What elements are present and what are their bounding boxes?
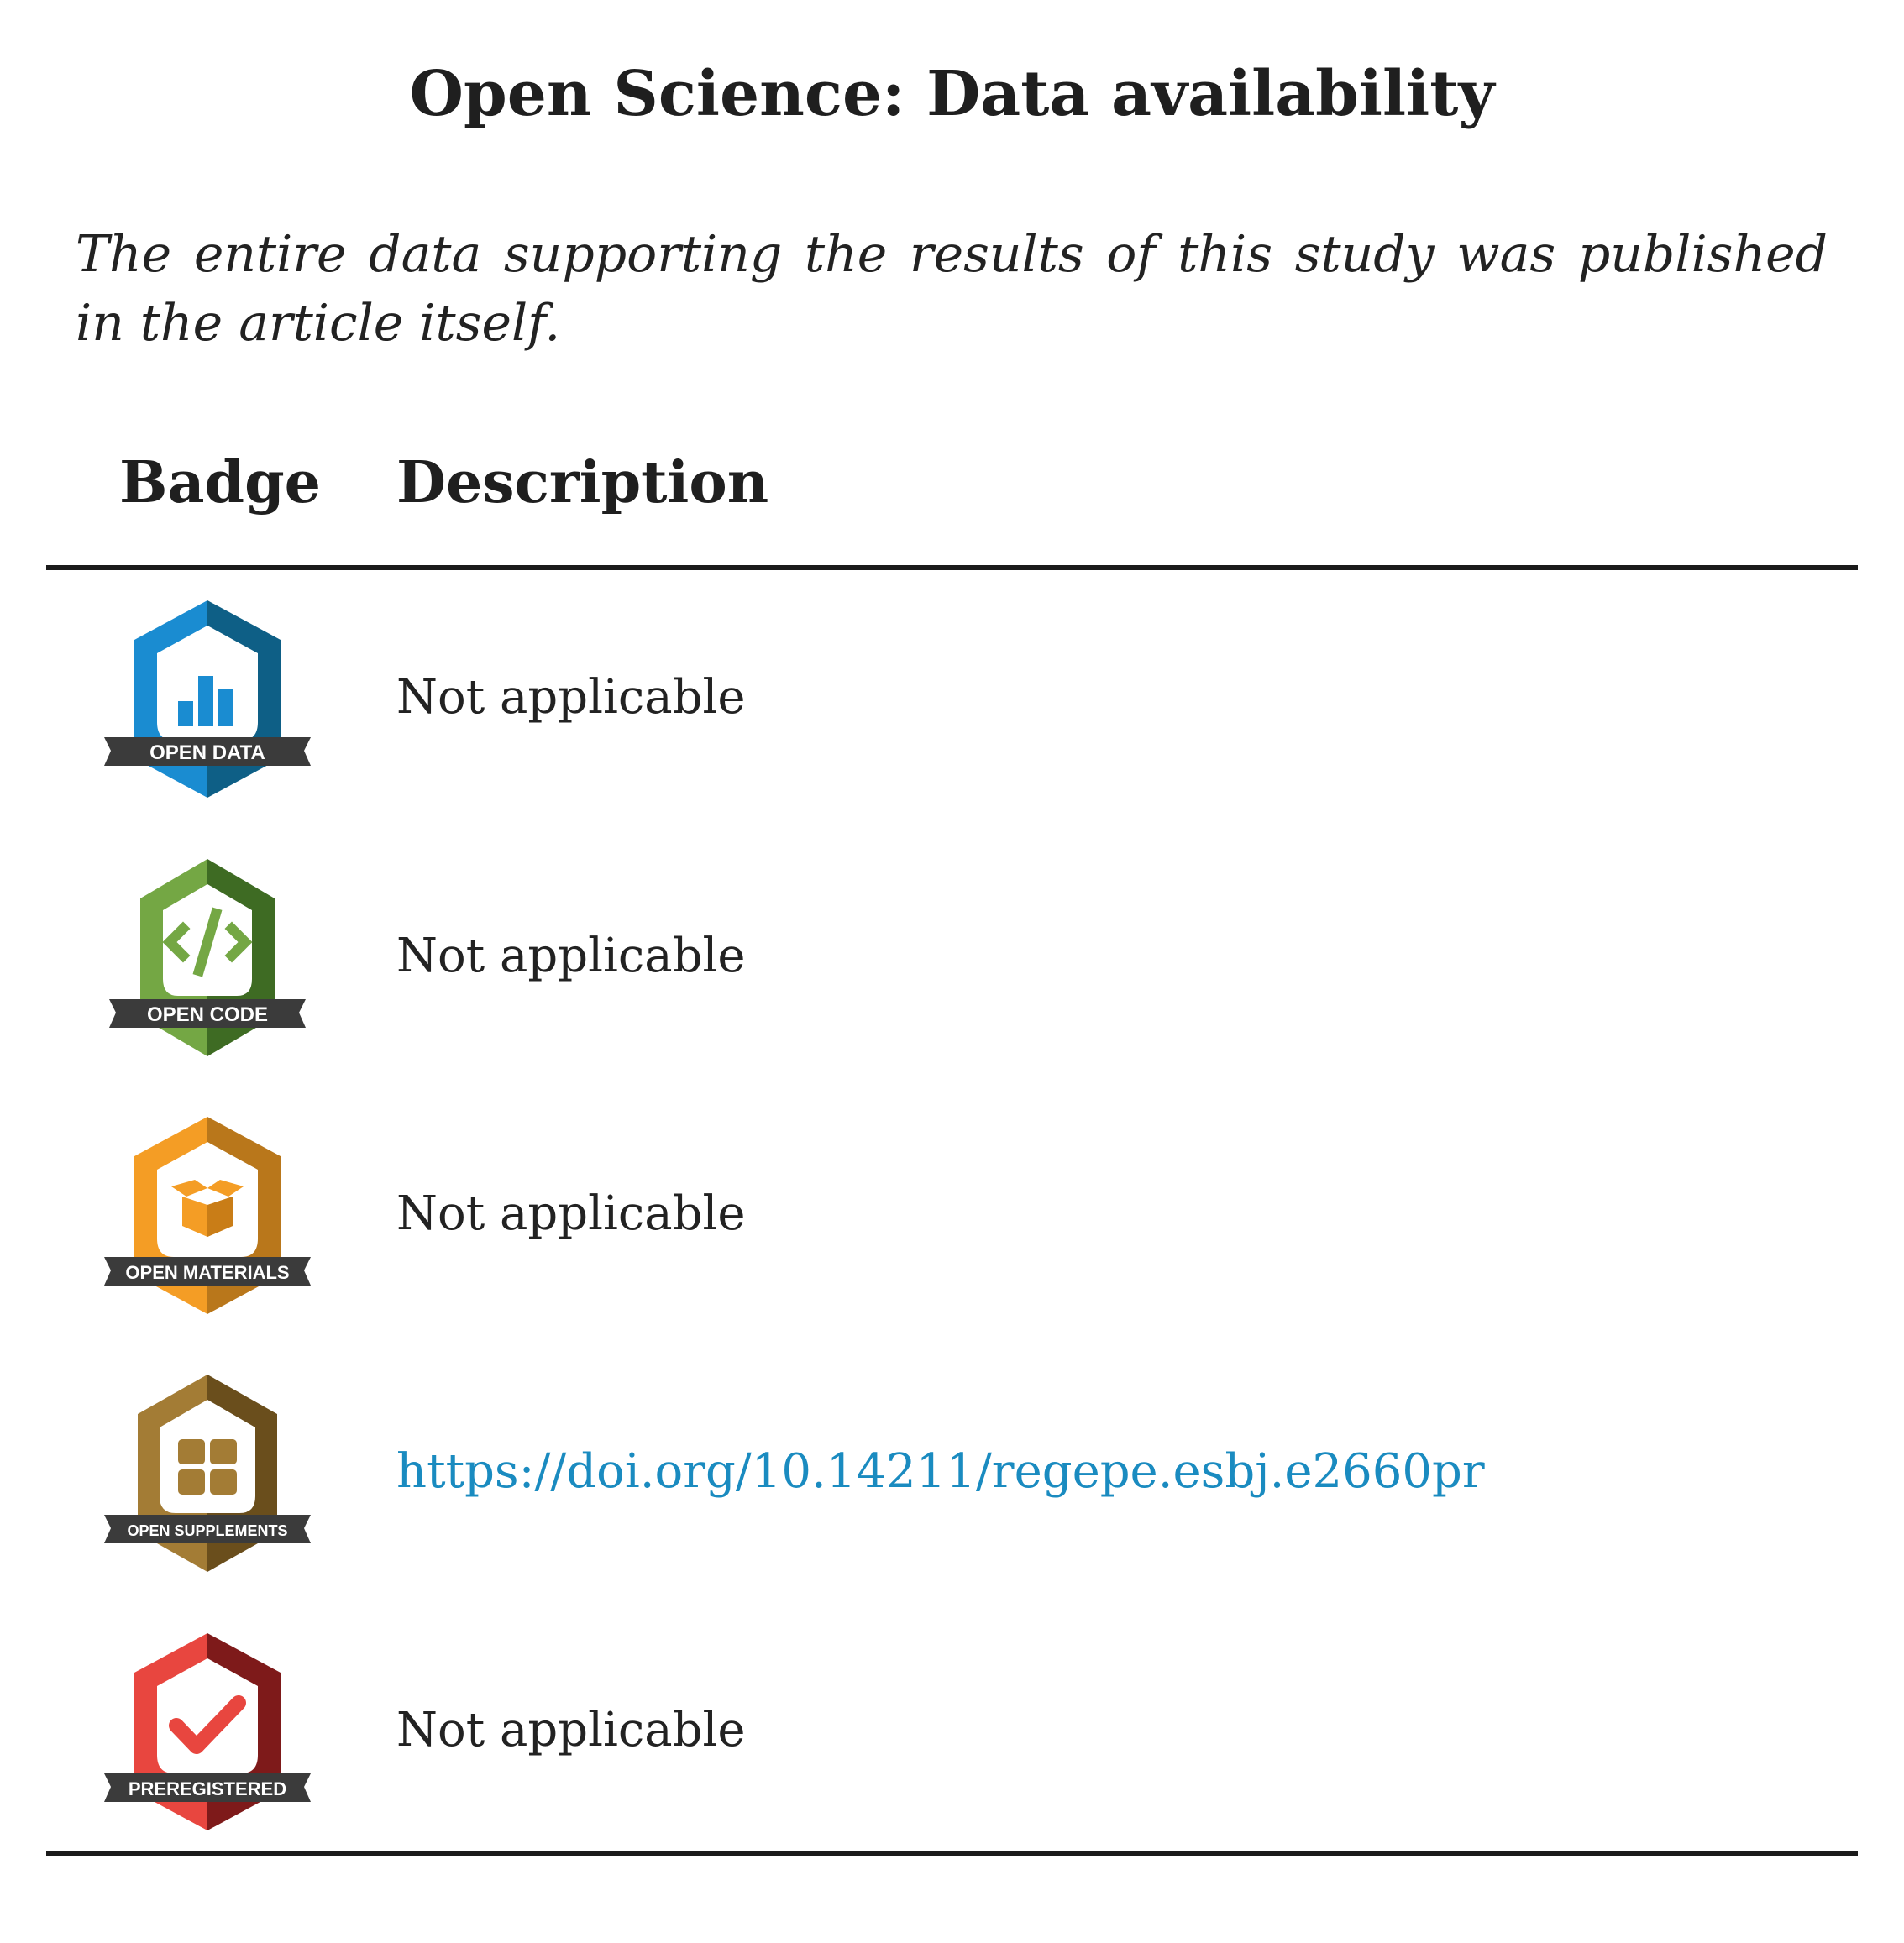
badge-label: OPEN SUPPLEMENTS (127, 1522, 288, 1539)
table-row-open-code (0, 846, 1904, 1065)
table-row-open-materials (0, 1104, 1904, 1322)
badge-label: OPEN DATA (149, 741, 265, 764)
table-row-open-supplements (0, 1362, 1904, 1580)
description-open-data: Not applicable (396, 670, 746, 725)
table-row-open-data (0, 588, 1904, 806)
table-row-preregistered (0, 1621, 1904, 1839)
page-title: Open Science: Data availability (409, 58, 1495, 130)
table-bottom-rule (46, 1851, 1858, 1856)
open-materials-badge (102, 1113, 312, 1318)
badge-label: OPEN MATERIALS (125, 1262, 290, 1283)
description-open-code: Not applicable (396, 929, 746, 983)
preregistered-badge (102, 1629, 312, 1835)
supplements-doi-link[interactable]: https://doi.org/10.14211/regepe.esbj.e2660pr (396, 1444, 1485, 1499)
column-header-badge: Badge (119, 449, 321, 516)
open-code-badge (102, 855, 312, 1061)
table-top-rule (46, 565, 1858, 570)
column-header-description: Description (396, 449, 769, 516)
description-open-materials: Not applicable (396, 1186, 746, 1241)
badge-label: OPEN CODE (146, 1003, 269, 1026)
data-availability-statement: The entire data supporting the results of this study was published in the article itself. (76, 225, 1828, 353)
open-supplements-badge (102, 1370, 312, 1576)
description-preregistered: Not applicable (396, 1703, 746, 1757)
badge-label: PREREGISTERED (128, 1778, 287, 1799)
open-data-badge (102, 596, 312, 802)
